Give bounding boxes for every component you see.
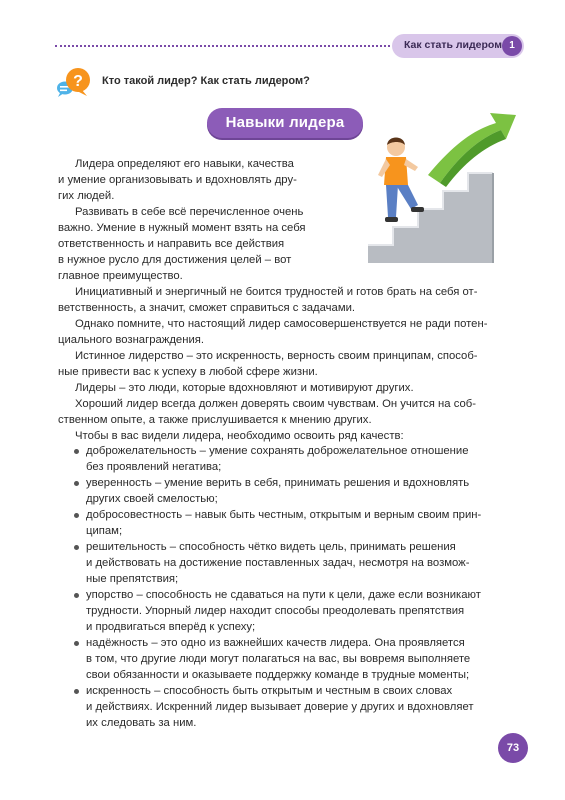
lesson-heading: Кто такой лидер? Как стать лидером?	[102, 75, 310, 87]
text-line: Инициативный и энергичный не боится трудностей и готов брать на себя от-	[75, 286, 478, 298]
list-item-line: решительность – способность чётко видеть цель, принимать решения	[86, 541, 456, 553]
bullet-dot	[74, 545, 79, 550]
bullet-dot	[74, 481, 79, 486]
text-line: ные привести вас к успеху в любой сфере жизни.	[58, 366, 318, 378]
text-line: ответственность и направить все действия	[58, 238, 285, 250]
list-item-line: и действиях. Искренний лидер вызывает доверие у других и вдохновляет	[86, 701, 474, 713]
list-item-line: ципам;	[86, 525, 123, 537]
section-title-banner: Навыки лидера	[207, 108, 363, 138]
chapter-title: Как стать лидером	[404, 39, 502, 51]
list-item-line: упорство – способность не сдаваться на пути к цели, даже если возникают	[86, 589, 481, 601]
bullet-dot	[74, 689, 79, 694]
list-item-line: в том, что другие люди могут полагаться на вас, вы вовремя выполняете	[86, 653, 471, 665]
list-item-line: и продвигаться вперёд к успеху;	[86, 621, 256, 633]
text-line: в нужное русло для достижения целей – вот	[58, 254, 292, 266]
list-item-line: без проявлений негатива;	[86, 461, 222, 473]
header-dotted-rule	[55, 45, 390, 47]
text-line: циального вознаграждения.	[58, 334, 205, 346]
bullet-dot	[74, 513, 79, 518]
bullet-dot	[74, 641, 79, 646]
text-line: Развивать в себе всё перечисленное очень	[75, 206, 304, 218]
text-line: важно. Умение в нужный момент взять на себя	[58, 222, 306, 234]
list-item-line: доброжелательность – умение сохранять доброжелательное отношение	[86, 445, 469, 457]
chapter-badge	[392, 34, 524, 58]
text-line: Истинное лидерство – это искренность, верность своим принципам, способ-	[75, 350, 478, 362]
text-line: ветственность, а значит, сможет справиться с задачами.	[58, 302, 356, 314]
text-line: и умение организовывать и вдохновлять дру-	[58, 174, 297, 186]
text-line: Лидера определяют его навыки, качества	[75, 158, 294, 170]
page-number: 73	[498, 733, 528, 763]
text-line: гих людей.	[58, 190, 115, 202]
question-bubble-icon	[56, 66, 92, 98]
list-item-line: их следовать за ним.	[86, 717, 197, 729]
list-item-line: надёжность – это одно из важнейших качеств лидера. Она проявляется	[86, 637, 465, 649]
bullet-dot	[74, 449, 79, 454]
list-item-line: других своей смелостью;	[86, 493, 218, 505]
list-item-line: уверенность – умение верить в себя, принимать решения и вдохновлять	[86, 477, 470, 489]
chapter-number: 1	[502, 36, 522, 56]
list-item-line: ные препятствия;	[86, 573, 179, 585]
text-line: ственном опыте, а также прислушивается к мнению других.	[58, 414, 372, 426]
bullet-dot	[74, 593, 79, 598]
list-item-line: добросовестность – навык быть честным, открытым и верным своим прин-	[86, 509, 482, 521]
svg-text:?: ?	[73, 73, 83, 90]
text-line: Однако помните, что настоящий лидер самосовершенствуется не ради потен-	[75, 318, 488, 330]
list-item-line: искренность – способность быть открытым и честным в своих словах	[86, 685, 453, 697]
text-line: Чтобы в вас видели лидера, необходимо освоить ряд качеств:	[75, 430, 404, 442]
text-line: Лидеры – это люди, которые вдохновляют и мотивируют других.	[75, 382, 414, 394]
list-item-line: и действовать на достижение поставленных задач, несмотря на возмож-	[86, 557, 470, 569]
leader-stairs-illustration	[368, 105, 518, 265]
list-item-line: свои обязанности и оказываете поддержку команде в трудные моменты;	[86, 669, 470, 681]
text-line: Хороший лидер всегда должен доверять своим чувствам. Он учится на соб-	[75, 398, 477, 410]
text-line: главное преимущество.	[58, 270, 183, 282]
list-item-line: трудности. Упорный лидер находит способы преодолевать препятствия	[86, 605, 465, 617]
